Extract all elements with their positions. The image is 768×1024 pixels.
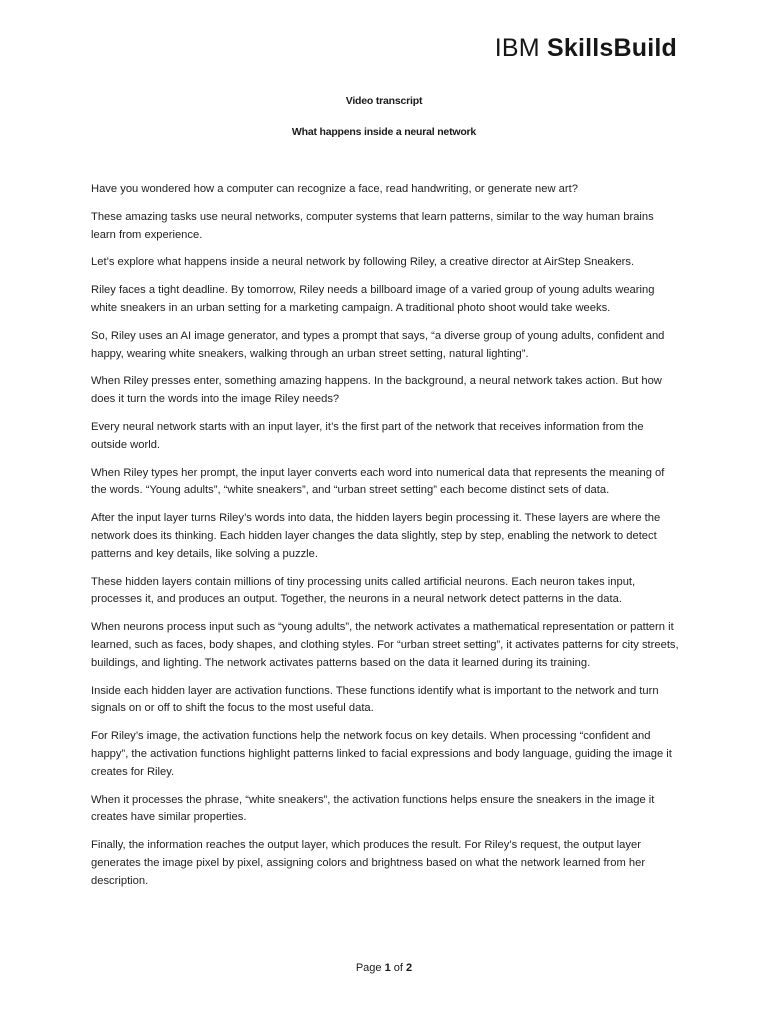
of-word: of: [393, 962, 403, 974]
total-pages-number: 2: [406, 962, 413, 974]
paragraph-14: When it processes the phrase, “white sneakers”, the activation functions helps ensure the sneakers in the image it creates have similar properties.: [91, 793, 655, 824]
paragraph-10: These hidden layers contain millions of tiny processing units called artificial neurons. Each neuron takes input, processes it, and produces an output. Together, the neurons in a neural network detect patterns in the data.: [91, 575, 636, 606]
current-page-number: 1: [384, 962, 391, 974]
paragraph-12: Inside each hidden layer are activation functions. These functions identify what is important to the network and turn signals on or off to shift the focus to the most useful data.: [91, 684, 659, 715]
page-footer: [0, 962, 768, 974]
paragraph-8: When Riley types her prompt, the input layer converts each word into numerical data that represents the meaning of the words. “Young adults”, “white sneakers”, and “urban street setting” each become distinct sets of data.: [91, 466, 665, 497]
logo-brand: IBM: [494, 34, 540, 62]
paragraph-15: Finally, the information reaches the output layer, which produces the result. For Riley’s request, the output layer generates the image pixel by pixel, assigning colors and brightness based on what the network learned from her description.: [91, 839, 646, 887]
paragraph-7: Every neural network starts with an input layer, it’s the first part of the network that receives information from the outside world.: [91, 420, 644, 451]
paragraph-13: For Riley’s image, the activation functions help the network focus on key details. When processing “confident and happy”, the activation functions highlight patterns linked to facial expressions and body language, guiding the image it creates for Riley.: [91, 730, 672, 778]
logo-product: SkillsBuild: [546, 34, 677, 62]
paragraph-2: These amazing tasks use neural networks, computer systems that learn patterns, similar to the way human brains learn from experience.: [91, 210, 654, 241]
ibm-skillsbuild-logo: [495, 34, 677, 63]
paragraph-5: So, Riley uses an AI image generator, and types a prompt that says, “a diverse group of young adults, confident and happy, wearing white sneakers, walking through an urban street setting, natural lighting”.: [91, 329, 665, 360]
page-word: Page: [355, 962, 382, 974]
paragraph-6: When Riley presses enter, something amazing happens. In the background, a neural network takes action. But how does it turn the words into the image Riley needs?: [91, 375, 662, 406]
paragraph-9: After the input layer turns Riley’s words into data, the hidden layers begin processing it. These layers are where the network does its thinking. Each hidden layer changes the data slightly, step by step, enabling the network to detect patterns and key details, like solving a puzzle.: [91, 512, 661, 560]
paragraph-1: Have you wondered how a computer can recognize a face, read handwriting, or generate new art?: [91, 183, 578, 195]
transcript-body: [91, 181, 681, 901]
document-title: What happens inside a neural network: [291, 126, 477, 138]
paragraph-3: Let’s explore what happens inside a neural network by following Riley, a creative director at AirStep Sneakers.: [91, 256, 635, 269]
paragraph-11: When neurons process input such as “young adults”, the network activates a mathematical representation or pattern it learned, such as faces, body shapes, and clothing styles. For “urban street setting”, it activates patterns for city streets, buildings, and lighting. The network activates patterns based on the data it learned during its training.: [91, 621, 679, 669]
document-type-label: Video transcript: [345, 95, 423, 107]
paragraph-4: Riley faces a tight deadline. By tomorrow, Riley needs a billboard image of a varied group of young adults wearing white sneakers in an urban setting for a marketing campaign. A traditional photo shoot would take weeks.: [91, 284, 655, 314]
